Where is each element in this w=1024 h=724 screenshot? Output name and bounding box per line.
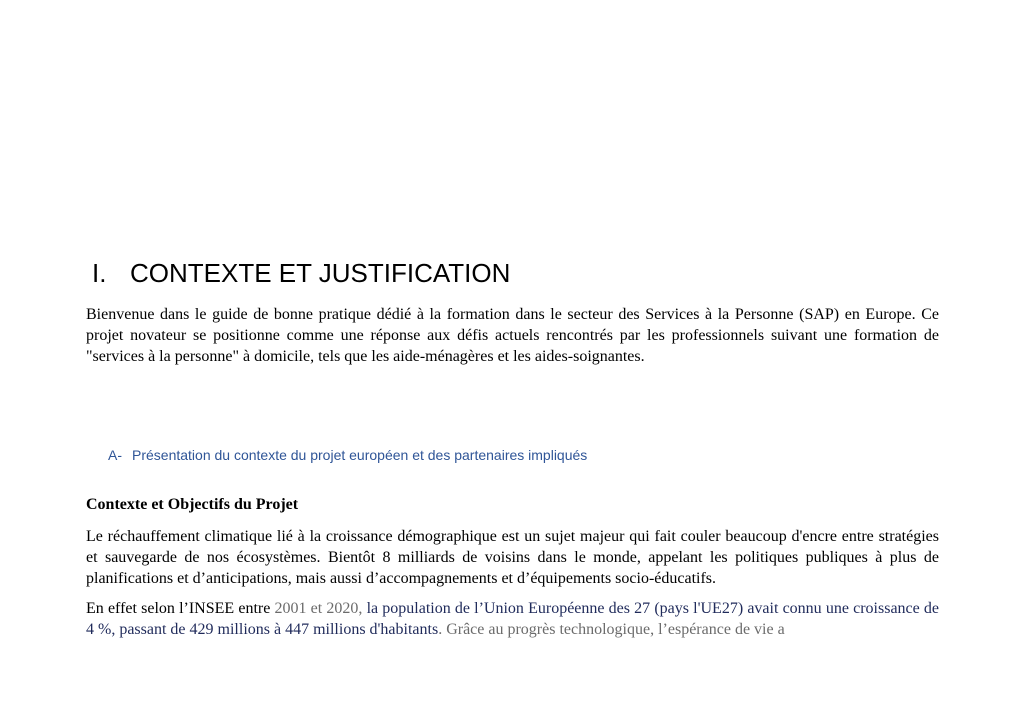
insee-text-comma: , (358, 600, 367, 617)
insee-text-intro: En effet selon l’INSEE entre (86, 600, 275, 617)
insee-text-years: 2001 et 2020 (274, 600, 359, 617)
insee-text-life-expectancy: . Grâce au progrès technologique, l’espérance de vie a (438, 621, 785, 638)
intro-paragraph: Bienvenue dans le guide de bonne pratique dédié à la formation dans le secteur des Services à la Personne (SAP) en Europe. Ce projet novateur se positionne comme une réponse aux défis actuels rencontrés par les professionnels suivant une formation de "services à la personne" à domicile, tels que les aide-ménagères et les aides-soignantes. (86, 306, 939, 365)
climate-paragraph: Le réchauffement climatique lié à la croissance démographique est un sujet majeur qui fait couler beaucoup d'encre entre stratégies et sauvegarde de nos écosystèmes. Bientôt 8 milliards de voisins dans le monde, appelant les politiques publiques à plus de planifications et d’anticipations, mais aussi d’accompagnements et d’équipements socio-éducatifs. (86, 528, 939, 587)
section-heading (92, 258, 510, 289)
subsection-heading (108, 447, 587, 463)
context-title: Contexte et Objectifs du Projet (86, 496, 299, 513)
subsection-title: Présentation du contexte du projet européen et des partenaires impliqués (132, 447, 588, 463)
subsection-letter: A- (108, 447, 122, 463)
insee-paragraph (86, 598, 939, 640)
section-title: CONTEXTE ET JUSTIFICATION (130, 258, 511, 288)
section-number: I. (92, 258, 107, 288)
insee-text-population: la population de l’Union Européenne des 27 (pays l'UE27) avait connu une croissance de 4 %, passant de 429 millions à 447 millions d'habitants (86, 600, 940, 638)
